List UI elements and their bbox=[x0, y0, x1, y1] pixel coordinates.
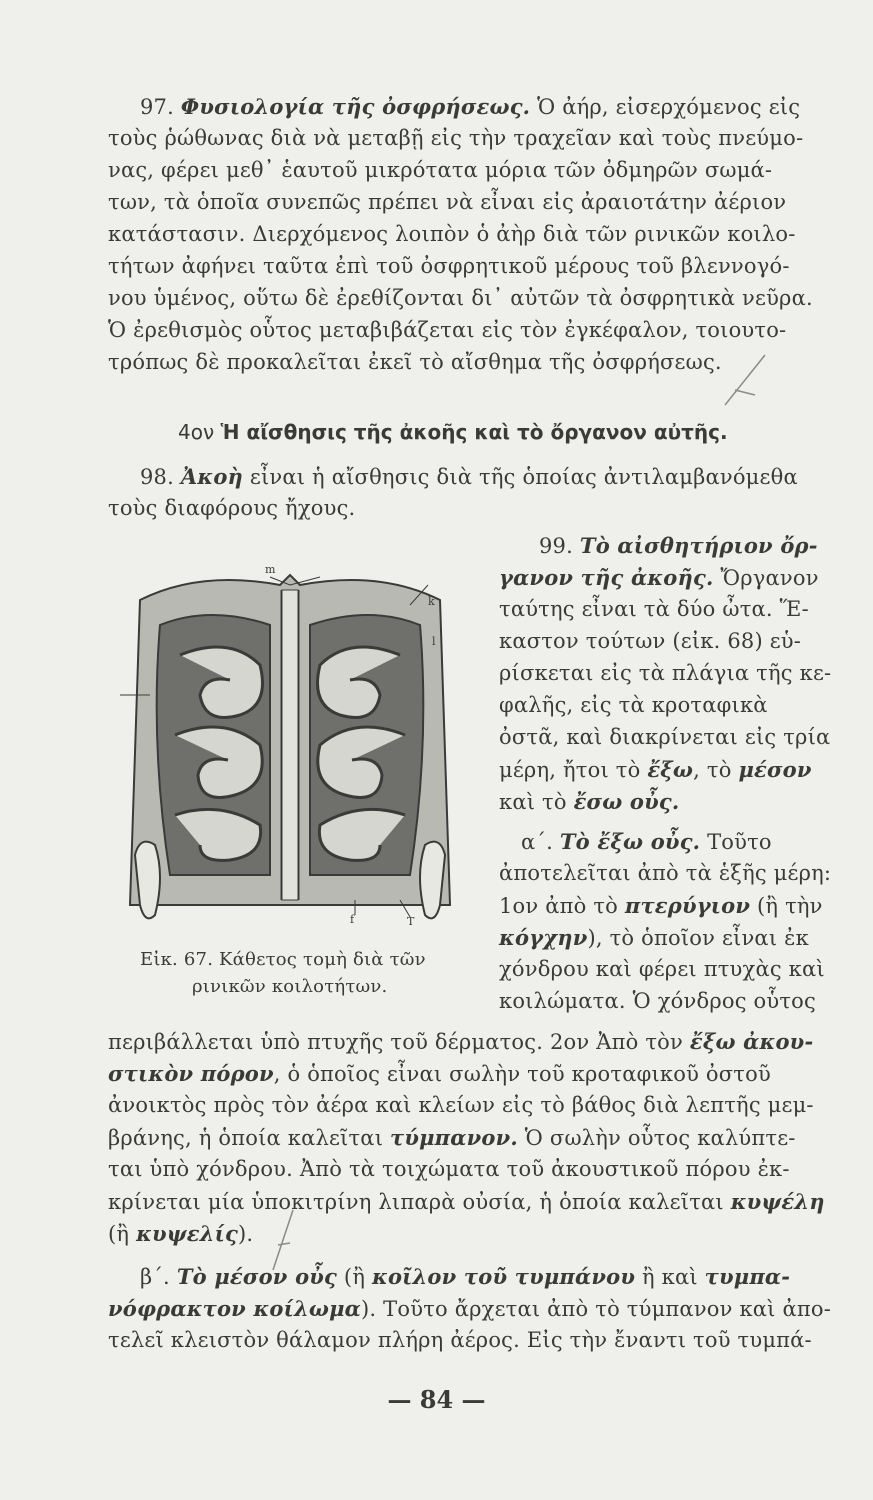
p99-heading-2: γανον τῆς ἀκοῆς. bbox=[499, 565, 714, 590]
p97-text: Ὁ ἀήρ, εἰσερχόμενος εἰς bbox=[537, 95, 801, 119]
outer-ear-line-2: ἀποτελεῖται ἀπὸ τὰ ἑξῆς μέρη: bbox=[499, 861, 832, 885]
outer-ear-line-4: κόγχην), τὸ ὁποῖον εἶναι ἐκ bbox=[499, 925, 809, 950]
term-tympanofrakton: νόφρακτον κοίλωμα bbox=[108, 1296, 362, 1321]
fig-label-m: m bbox=[265, 563, 276, 576]
p99-line-7: ὀστᾶ, καὶ διακρίνεται εἰς τρία bbox=[499, 725, 831, 749]
outer-ear-line-6: κοιλώματα. Ὁ χόνδρος οὗτος bbox=[499, 989, 816, 1013]
p99-line-2 bbox=[499, 563, 839, 593]
outer-ear-line-3: 1ον ἀπὸ τὸ πτερύγιον (ἢ τὴν bbox=[499, 893, 823, 918]
p99-line-8: μέρη, ἤτοι τὸ ἔξω, τὸ μέσον bbox=[499, 757, 812, 782]
outer-ear-line-13: (ἢ κυψελίς). bbox=[108, 1221, 254, 1246]
page-number: — 84 — bbox=[387, 1385, 486, 1414]
outer-ear-line-10: βράνης, ἡ ὁποία καλεῖται τύμπανον. Ὁ σωλὴν οὗτος καλύπτε- bbox=[108, 1125, 796, 1150]
fig-label-k: k bbox=[428, 595, 435, 608]
outer-ear-line-12: κρίνεται μία ὑποκιτρίνη λιπαρὰ οὐσία, ἡ ὁποία καλεῖται κυψέλη bbox=[108, 1189, 825, 1214]
outer-ear-line-7: περιβάλλεται ὑπὸ πτυχῆς τοῦ δέρματος. 2ον Ἀπὸ τὸν ἔξω ἀκου- bbox=[108, 1029, 814, 1054]
p99-line-9: καὶ τὸ ἔσω οὖς. bbox=[499, 789, 680, 814]
fig-label-t: T bbox=[407, 915, 415, 928]
p98-number: 98. bbox=[140, 465, 174, 489]
p98-text: εἶναι ἡ αἴσθησις διὰ τῆς ὁποίας ἀντιλαμβανόμεθα bbox=[249, 465, 798, 489]
p97-heading: Φυσιολογία τῆς ὀσφρήσεως. bbox=[180, 94, 531, 119]
fig-label-l: l bbox=[432, 635, 436, 648]
middle-ear-line-2: νόφρακτον κοίλωμα). Τοῦτο ἄρχεται ἀπὸ τὸ τύμπανον καὶ ἀπο- bbox=[108, 1296, 832, 1321]
fig-label-f: f bbox=[350, 913, 355, 926]
p97-line-1 bbox=[108, 92, 835, 122]
subheading-number: 4ον bbox=[178, 420, 215, 444]
p99-line-1 bbox=[499, 531, 839, 561]
p98-line-2: τοὺς διαφόρους ἤχους. bbox=[108, 496, 356, 520]
p97-number: 97. bbox=[140, 95, 174, 119]
p99-line-3: ταύτης εἶναι τὰ δύο ὦτα. Ἕ- bbox=[499, 597, 809, 621]
p99-heading-1: Τὸ αἰσθητήριον ὄρ- bbox=[579, 533, 818, 558]
p98-term: Ἀκοὴ bbox=[180, 464, 243, 489]
middle-ear-label: β΄. bbox=[140, 1265, 170, 1289]
p99-line-5: ρίσκεται εἰς τὰ πλάγια τῆς κε- bbox=[499, 661, 832, 685]
p97-line-4: των, τὰ ὁποῖα συνεπῶς πρέπει νὰ εἶναι εἰς ἀραιοτάτην ἀέριον bbox=[108, 190, 787, 214]
middle-ear-heading: Τὸ μέσον οὖς bbox=[176, 1264, 338, 1289]
p99-number: 99. bbox=[539, 534, 573, 558]
outer-ear-label: α΄. bbox=[521, 830, 553, 854]
p99-line-4: καστον τούτων (εἰκ. 68) εὑ- bbox=[499, 629, 802, 653]
term-pterygion: πτερύγιον bbox=[624, 893, 751, 918]
outer-ear-line-1: α΄. Τὸ ἔξω οὖς. Τοῦτο bbox=[521, 829, 772, 854]
pencil-mark bbox=[720, 350, 770, 410]
term-koilon: κοῖλον τοῦ τυμπάνου bbox=[372, 1264, 636, 1289]
middle-ear-line-1: β΄. Τὸ μέσον οὖς (ἢ κοῖλον τοῦ τυμπάνου ἢ καὶ τυμπα- bbox=[140, 1264, 791, 1289]
p98-line-1 bbox=[108, 462, 835, 492]
term-tympanon: τύμπανον. bbox=[390, 1125, 518, 1150]
p97-line-7: νου ὑμένος, οὕτω δὲ ἐρεθίζονται δι᾽ αὐτῶν τὰ ὀσφρητικὰ νεῦρα. bbox=[108, 286, 813, 310]
figure-caption-2: ρινικῶν κοιλοτήτων. bbox=[192, 976, 388, 997]
p99-text-1: Ὄργανον bbox=[720, 566, 819, 590]
outer-ear-line-11: ται ὑπὸ χόνδρου. Ἀπὸ τὰ τοιχώματα τοῦ ἀκουστικοῦ πόρου ἐκ- bbox=[108, 1157, 790, 1181]
outer-ear-heading: Τὸ ἔξω οὖς. bbox=[559, 829, 701, 854]
term-konchi: κόγχην bbox=[499, 925, 588, 950]
outer-ear-line-9: ἀνοικτὸς πρὸς τὸν ἀέρα καὶ κλείων εἰς τὸ βάθος διὰ λεπτῆς μεμ- bbox=[108, 1093, 814, 1117]
outer-ear-line-8: στικὸν πόρον, ὁ ὁποῖος εἶναι σωλὴν τοῦ κροταφικοῦ ὀστοῦ bbox=[108, 1061, 771, 1086]
p97-line-5: κατάστασιν. Διερχόμενος λοιπὸν ὁ ἀὴρ διὰ τῶν ρινικῶν κοιλο- bbox=[108, 222, 796, 246]
p99-line-6: φαλῆς, εἰς τὰ κροταφικὰ bbox=[499, 693, 768, 717]
term-meson: μέσον bbox=[738, 757, 812, 782]
outer-ear-line-5: χόνδρου καὶ φέρει πτυχὰς καὶ bbox=[499, 957, 825, 981]
middle-ear-line-3: τελεῖ κλειστὸν θάλαμον πλήρη ἀέρος. Εἰς τὴν ἔναντι τοῦ τυμπά- bbox=[108, 1328, 812, 1352]
term-exo-akoustikos: ἔξω ἀκου- bbox=[689, 1029, 814, 1054]
section-subheading bbox=[178, 416, 798, 448]
term-kypseli: κυψέλη bbox=[730, 1189, 825, 1214]
p97-line-9: τρόπως δὲ προκαλεῖται ἐκεῖ τὸ αἴσθημα τῆς ὀσφρήσεως. bbox=[108, 350, 722, 374]
term-exo: ἔξω bbox=[647, 757, 694, 782]
figure-caption-1: Εἰκ. 67. Κάθετος τομὴ διὰ τῶν bbox=[140, 949, 426, 970]
p97-line-8: Ὁ ἐρεθισμὸς οὗτος μεταβιβάζεται εἰς τὸν ἐγκέφαλον, τοιουτο- bbox=[108, 318, 787, 342]
subheading-title: Ἡ αἴσθησις τῆς ἀκοῆς καὶ τὸ ὄργανον αὐτῆς. bbox=[220, 420, 728, 444]
p97-line-6: τήτων ἀφήνει ταῦτα ἐπὶ τοῦ ὀσφρητικοῦ μέρους τοῦ βλεννογό- bbox=[108, 254, 790, 278]
term-poros: στικὸν πόρον bbox=[108, 1061, 274, 1086]
pencil-mark-2 bbox=[268, 1205, 298, 1275]
term-eso: ἔσω οὖς. bbox=[573, 789, 680, 814]
figure-nasal-cavities bbox=[110, 545, 470, 945]
term-kypselis: κυψελίς bbox=[136, 1221, 238, 1246]
p97-line-3: νας, φέρει μεθ᾽ ἑαυτοῦ μικρότατα μόρια τῶν ὀδμηρῶν σωμά- bbox=[108, 158, 773, 182]
p97-line-2: τοὺς ῥώθωνας διὰ νὰ μεταβῇ εἰς τὴν τραχεῖαν καὶ τοὺς πνεύμο- bbox=[108, 126, 804, 150]
